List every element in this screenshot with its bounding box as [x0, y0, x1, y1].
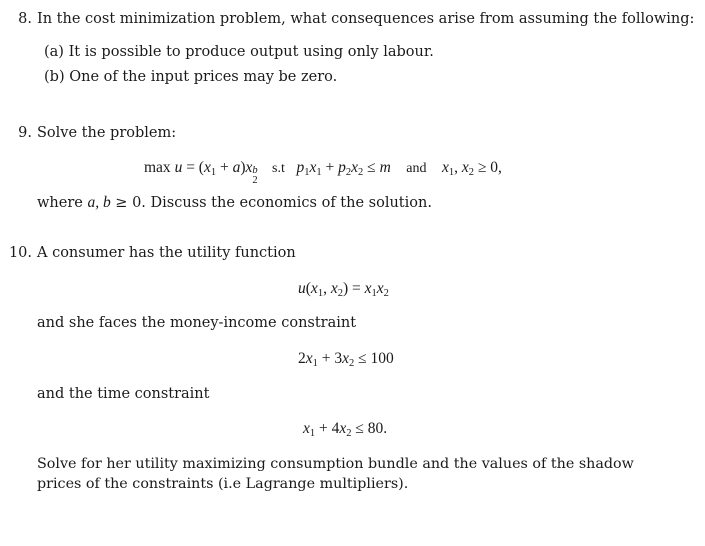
sub-1: 1 — [317, 288, 324, 299]
item-a-text: It is possible to produce output using only labour. — [68, 44, 434, 60]
exp-b: b — [252, 165, 258, 176]
rhs-80: ≤ 80. — [351, 420, 388, 437]
sub-r1: 1 — [371, 288, 377, 299]
var-p1: p — [296, 159, 305, 176]
question-10-closing: Solve for her utility maximizing consumption bundle and the values of the shadow prices of the constraints (i.e Lagrange multipliers). — [37, 456, 634, 492]
close-paren: ) — [240, 159, 246, 176]
rhs-100: ≤ 100 — [354, 350, 394, 367]
var-x2: x — [245, 159, 253, 176]
var-x2: x — [339, 420, 347, 437]
sub-px1: 1 — [316, 167, 322, 178]
time-constraint-text: and the time constraint — [37, 386, 210, 402]
var-u: u — [174, 159, 183, 176]
open-paren: ( — [305, 280, 311, 297]
var-p2: p — [338, 159, 346, 176]
geq-zero: ≥ 0, — [474, 159, 502, 176]
comma: , — [454, 159, 462, 176]
var-u: u — [298, 280, 306, 297]
plus-sign: + — [216, 159, 233, 176]
money-constraint-text: and she faces the money-income constraint — [37, 315, 357, 331]
var-r1: x — [364, 280, 372, 297]
var-x1: x — [305, 350, 313, 367]
where-word: where — [37, 195, 83, 211]
var-m: m — [379, 159, 391, 176]
sub-c2: 2 — [468, 167, 475, 178]
close-eq: ) = — [342, 280, 365, 297]
var-c1: x — [441, 159, 449, 176]
and-word: and — [406, 161, 427, 176]
question-9-text: Solve the problem: — [37, 125, 177, 141]
item-a-label: (a) — [44, 44, 64, 60]
item-b-label: (b) — [44, 69, 65, 85]
var-x2: x — [342, 350, 350, 367]
comma: , — [323, 280, 331, 297]
sub-1: 1 — [210, 167, 217, 178]
sub-c1: 1 — [448, 167, 455, 178]
money-constraint — [298, 349, 394, 374]
sub-2: 2 — [349, 358, 355, 369]
question-8-text: In the cost minimization problem, what consequences arise from assuming the following: — [37, 11, 695, 27]
max-operator: max — [144, 159, 171, 176]
var-r2: x — [376, 280, 384, 297]
eq-sign: = ( — [182, 159, 204, 176]
sub-1: 1 — [312, 358, 318, 369]
var-x1: x — [310, 280, 318, 297]
plus-coef-3: + 3 — [317, 350, 343, 367]
sub-p2: 2 — [345, 167, 352, 178]
var-px2: x — [351, 159, 359, 176]
question-10-number: 10. — [8, 245, 32, 261]
item-b-text: One of the input prices may be zero. — [69, 69, 338, 85]
question-10-text: A consumer has the utility function — [37, 245, 296, 261]
sub-2: 2 — [337, 288, 343, 299]
where-vars: a, b — [87, 194, 111, 211]
var-px1: x — [309, 159, 317, 176]
question-9-where — [37, 193, 432, 213]
var-x1: x — [203, 159, 211, 176]
sub-p1: 1 — [304, 167, 310, 178]
plus-sign-2: + — [321, 159, 339, 176]
question-8-item-a — [44, 42, 434, 62]
where-rest: ≥ 0. Discuss the economics of the solution. — [110, 195, 432, 211]
time-constraint — [303, 419, 387, 444]
optimization-equation — [144, 158, 502, 186]
var-x1: x — [303, 420, 310, 437]
sub-2: 2 — [252, 175, 258, 186]
sub-r2: 2 — [383, 288, 389, 299]
sub-px2: 2 — [358, 167, 364, 178]
leq-sign: ≤ — [363, 159, 380, 176]
utility-function — [298, 279, 389, 304]
st-label: s.t — [272, 161, 285, 176]
var-x2: x — [330, 280, 338, 297]
question-9-number: 9. — [18, 125, 32, 141]
plus-coef-4: + 4 — [315, 420, 340, 437]
sub-2: 2 — [346, 428, 352, 439]
var-a: a — [232, 159, 241, 176]
question-8-item-b — [44, 67, 337, 87]
coef-2: 2 — [298, 350, 306, 367]
question-8-number: 8. — [18, 11, 32, 27]
sub-1: 1 — [309, 428, 316, 439]
var-c2: x — [461, 159, 469, 176]
